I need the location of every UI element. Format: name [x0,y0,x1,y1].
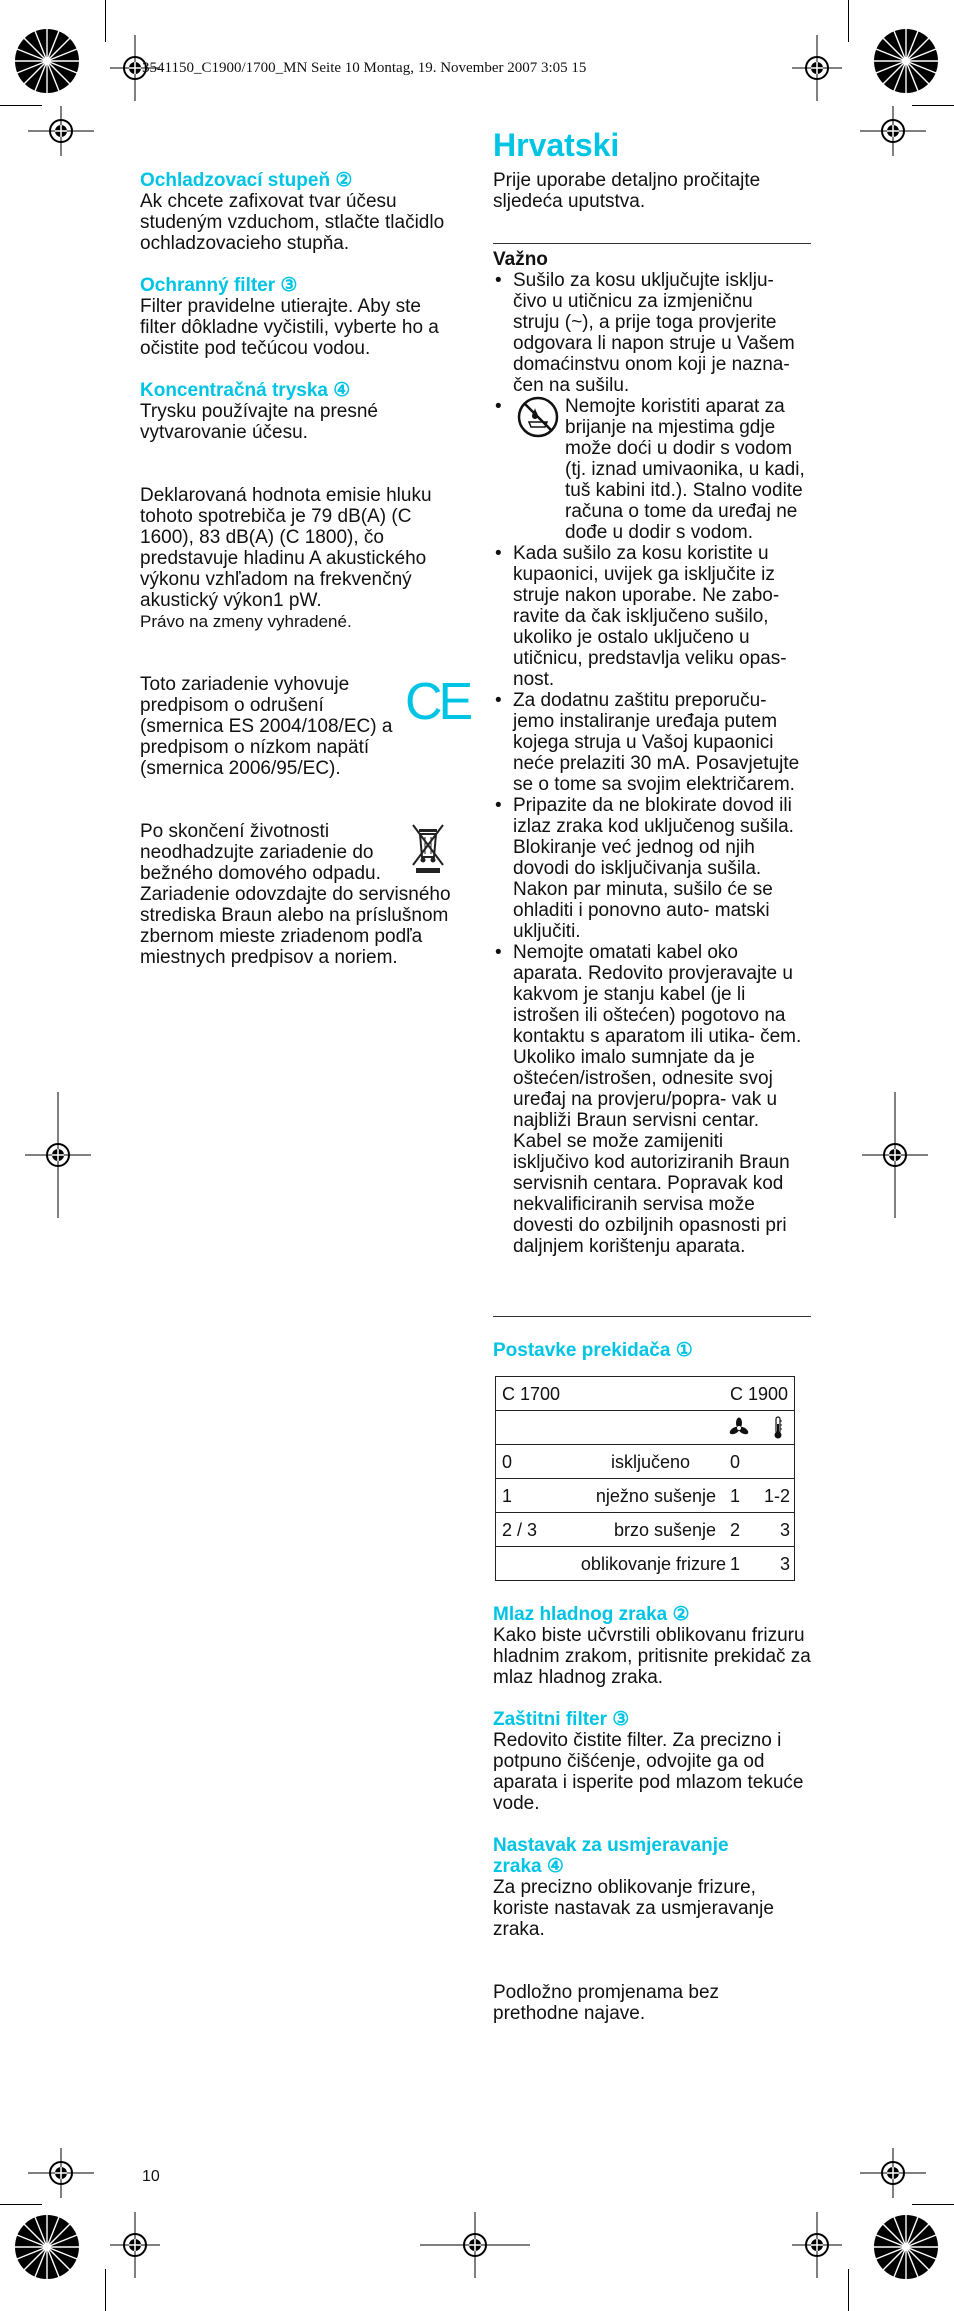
footer-note: Podložno promjenama bez prethodne najave. [493,1982,720,2024]
table-cell: 2 / 3 [502,1520,538,1540]
no-water-warning-icon [517,396,559,438]
list-item: • Za dodatnu zaštitu preporuču- jemo instaliranje uređaja putem kojega struja u Vašoj kupaonici neće prelaziti 30 mA. Posavjetujte se o tome sa svojim električarem. [493,690,803,795]
section-heading: Zaštitni filter ③ [493,1709,630,1730]
table-header-row [496,1377,794,1411]
registration-mark-icon [25,1092,91,1218]
column-header: C 1900 [729,1384,788,1404]
table-cell: 1 [730,1486,741,1506]
section-body: Redovito čistite filter. Za precizno i potpuno čišćenje, odvojite ga od aparata i isperite pod mlazom tekuće vode. [493,1730,804,1814]
ce-compliance-text: Toto zariadenie vyhovuje predpisom o odrušení (smernica ES 2004/108/EC) a predpisom o nízkom napätí (smernica 2006/95/EC). [140,674,393,779]
switch-settings-table [495,1376,795,1581]
table-cell: 1 [730,1554,741,1574]
slovak-column [140,170,470,968]
table-cell: 2 [730,1520,741,1540]
table-row [496,1513,794,1547]
crop-line [912,2204,954,2205]
table-cell: 0 [730,1452,741,1472]
fan-icon [728,1417,750,1439]
star-target-icon [14,2214,80,2280]
section-heading: Postavke prekidača ① [493,1340,693,1361]
registration-mark-icon [792,2212,842,2278]
disposal-text: Zariadenie odovzdajte do servisného strediska Braun alebo na príslušnom zbernom mieste zriadenom podľa miestnych predpisov a noriem. [140,884,451,968]
divider [493,243,811,244]
star-target-icon [873,28,939,94]
divider [493,1316,811,1317]
section-heading: Ochladzovací stupeň ② [140,170,353,191]
section-body: Kako biste učvrstili oblikovanu frizuru hladnim zrakom, pritisnite prekidač za mlaz hladnog zraka. [493,1625,811,1688]
column-header: C 1700 [502,1384,561,1404]
table-icon-row [496,1411,794,1445]
list-item: • Sušilo za kosu uključujte isklju- čivo u utičnicu za izmjeničnu struju (~), a prije toga provjerite odgovara li napon struje u Vašem domaćinstvu onom koji je nazna- čen na sušilu. [493,270,803,396]
section-body: Filter pravidelne utierajte. Aby ste filter dôkladne vyčistili, vyberte ho a očistite pod tečúcou vodou. [140,296,439,359]
print-header: 3541150_C1900/1700_MN Seite 10 Montag, 19. November 2007 3:05 15 [142,60,587,76]
star-target-icon [873,2214,939,2280]
section-heading: Mlaz hladnog zraka ② [493,1604,690,1625]
registration-mark-icon [28,2148,94,2198]
registration-mark-icon [110,2212,160,2278]
table-cell: nježno sušenje [595,1486,716,1506]
rights-reserved-text: Právo na zmeny vyhradené. [140,612,352,631]
important-heading: Važno [493,249,548,270]
ce-mark-icon: CE [405,673,470,731]
section-heading: Ochranný filter ③ [140,275,298,296]
table-cell: 3 [779,1554,790,1574]
section-body: Ak chcete zafixovat tvar účesu studeným vzduchom, stlačte tlačidlo ochladzovacieho stupňa. [140,191,445,254]
table-row [496,1479,794,1513]
croatian-intro [493,170,813,212]
section-heading: Koncentračná tryska ④ [140,380,351,401]
switch-settings [493,1340,813,1361]
table-row [496,1547,794,1580]
table-cell: 1 [502,1486,513,1506]
important-section [493,249,813,1257]
intro-text: Prije uporabe detaljno pročitajte sljedeća uputstva. [493,170,761,212]
table-cell: oblikovanje frizure [580,1554,726,1574]
list-item: • Nemojte koristiti aparat za brijanje na mjestima gdje može doći u dodir s vodom (tj. iznad umivaonika, u kadi, tuš kabini itd.). Stalno vodite računa o tome da uređaj ne dođe u dodir s vodom. [495,396,805,543]
registration-mark-icon [420,2212,530,2278]
table-cell: isključeno [610,1452,690,1472]
list-item: • Nemojte omatati kabel oko aparata. Redovito provjeravajte u kakvom je stanju kabel (je li istrošen ili oštećen) pogotovo na kontaktu s aparatom ili utika- čem. Ukoliko imalo sumnjate da je oštećen/istrošen, odnesite svoj uređaj na provjeru/popra- vak u najbliži Braun servisni centar. Kabel se može zamijeniti isključivo kod autoriziranih Braun servisnih centara. Popravak kod nekvalificiranih servisa može dovesti do ozbiljnih opasnosti pri daljnjem korištenju aparata. [493,942,803,1257]
crop-line [848,2269,849,2311]
registration-mark-icon [860,106,926,156]
list-item: • Kada sušilo za kosu koristite u kupaonici, uvijek ga isključite iz struje nakon uporabe. Ne zabo- ravite da čak isključeno sušilo, ukoliko je ostalo uključeno u utičnicu, predstavlja veliku opas- nost. [493,543,803,690]
registration-mark-icon [792,35,842,101]
disposal-intro-text: Po skončení životnosti neodhadzujte zariadenie do bežného domového odpadu. [140,821,381,884]
registration-mark-icon [860,2148,926,2198]
table-cell: 3 [779,1520,790,1540]
crop-line [0,2204,42,2205]
crossed-out-bin-icon [410,821,446,875]
thermometer-icon [772,1416,784,1440]
registration-mark-icon [28,106,94,156]
noise-emission-text: Deklarovaná hodnota emisie hluku tohoto spotrebiča je 79 dB(A) (C 1600), 83 dB(A) (C 1800), čo predstavuje hladinu A akustického výkonu vzhľadom na frekvenčný akustický výkon1 pW. [140,485,432,611]
page-number: 10 [142,2168,160,2185]
list-item-text: Nemojte koristiti aparat za brijanje na mjestima gdje može doći u dodir s vodom (tj. iznad umivaonika, u kadi, tuš kabini itd.). Stalno vodite računa o tome da uređaj ne dođe u dodir s vodom. [565,396,805,543]
section-heading: Nastavak za usmjeravanje zraka ④ [493,1835,729,1877]
table-cell: 1-2 [763,1486,790,1506]
section-body: Trysku používajte na presné vytvarovanie účesu. [140,401,378,443]
table-row [496,1445,794,1479]
croatian-sections [493,1604,813,2024]
table-cell: 0 [502,1452,513,1472]
star-target-icon [14,28,80,94]
crop-line [105,2269,106,2311]
crop-line [105,0,106,42]
list-item: • Pripazite da ne blokirate dovod ili izlaz zraka kod uključenog sušila. Blokiranje već jednog od njih dovodi do isključivanja sušila. Nakon par minuta, sušilo će se ohladiti i ponovno auto- matski uključiti. [493,795,803,942]
registration-mark-icon [862,1092,928,1218]
language-title: Hrvatski [493,127,620,163]
crop-line [848,0,849,42]
section-body: Za precizno oblikovanje frizure, koriste nastavak za usmjeravanje zraka. [493,1877,774,1940]
table-cell: brzo sušenje [613,1520,716,1540]
